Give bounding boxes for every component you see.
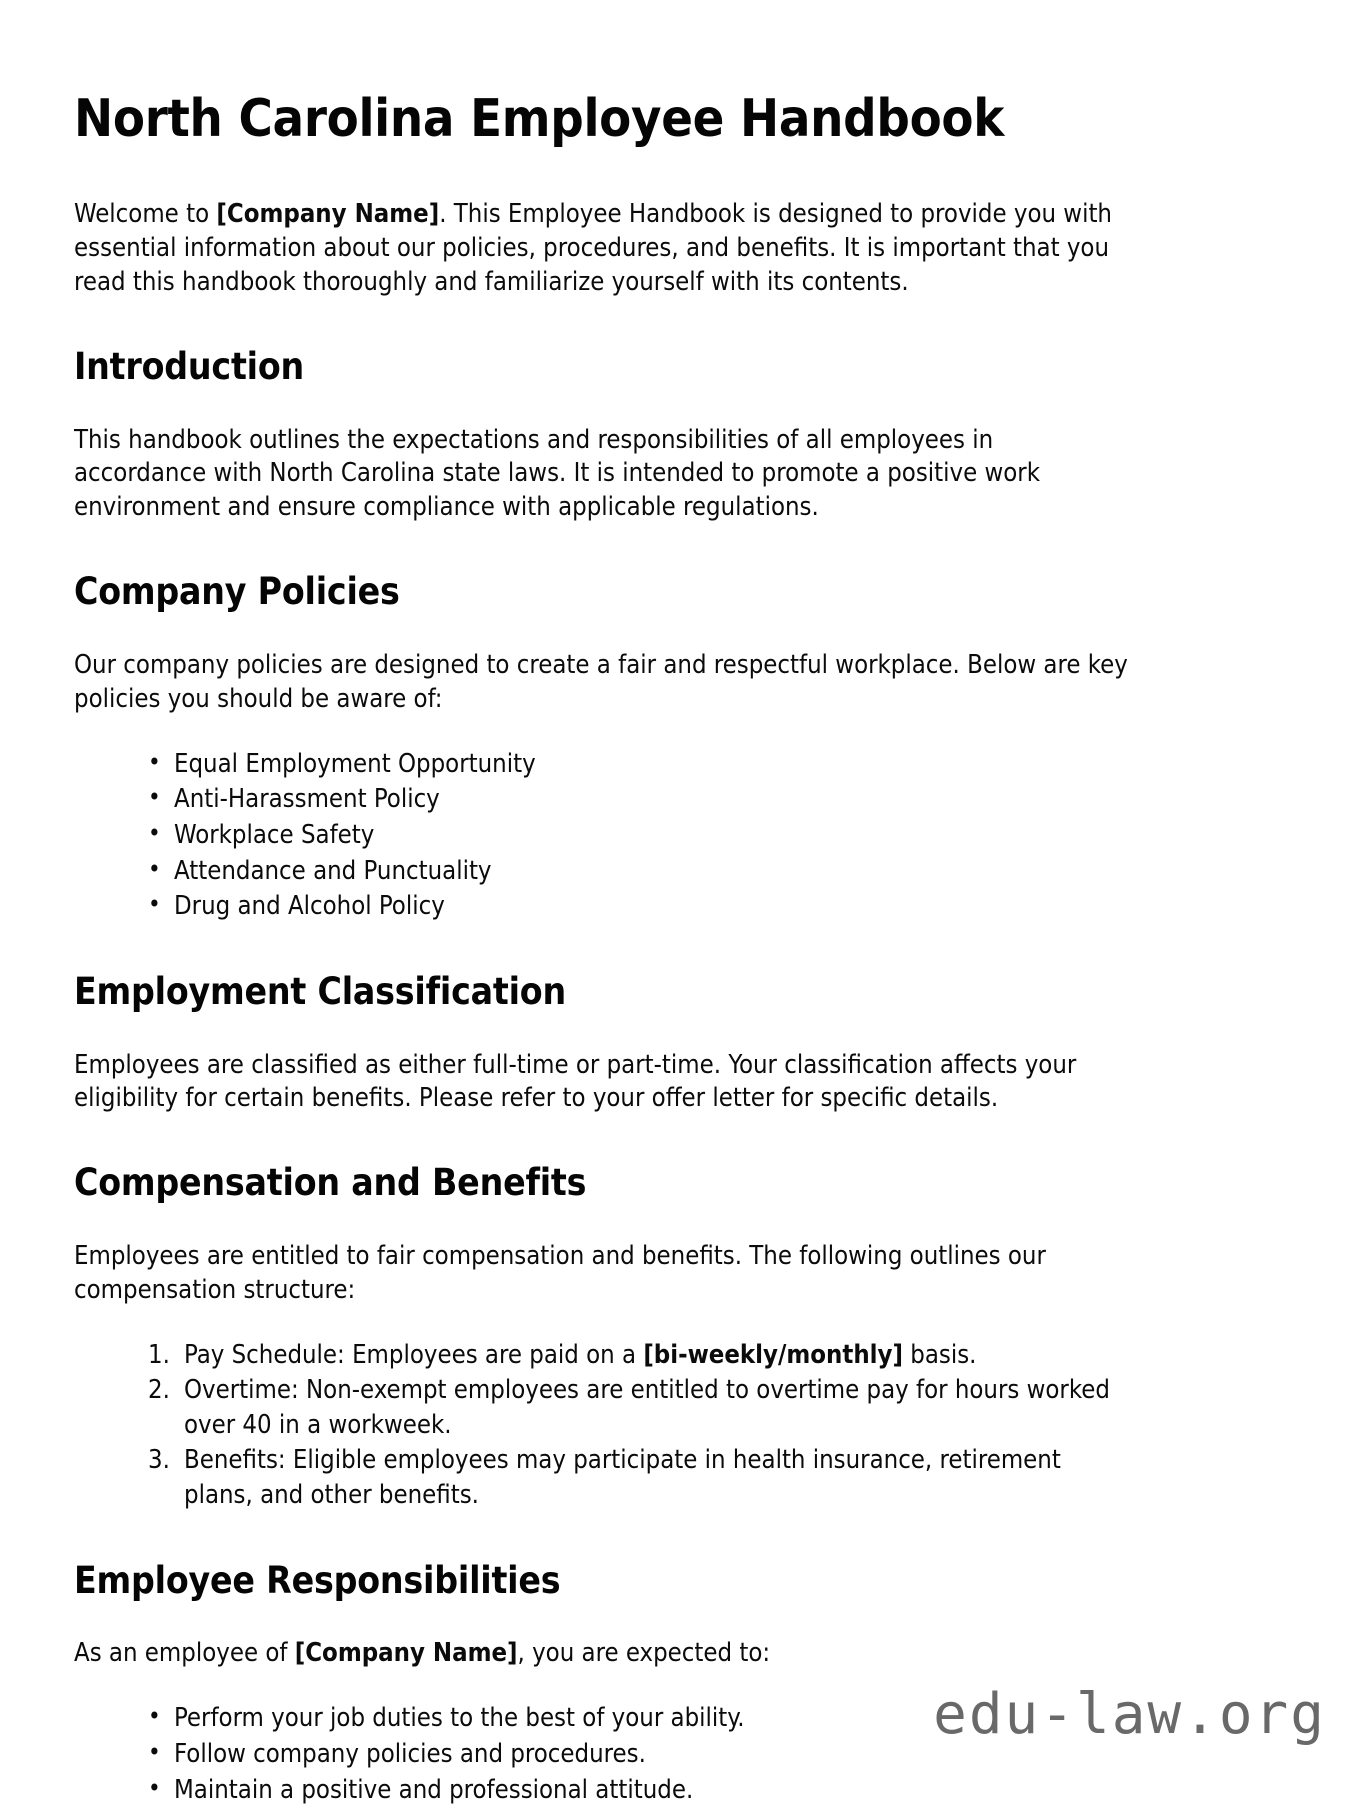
list-item: • Follow company policies and procedures. (148, 1737, 1130, 1773)
company-policies-paragraph: Our company policies are designed to create a fair and respectful workplace. Below are key policies you should be aware of: (74, 649, 1130, 717)
list-item: • Equal Employment Opportunity (148, 747, 1130, 783)
compensation-numbered-list (74, 1338, 1130, 1514)
employee-responsibilities-paragraph (74, 1637, 1130, 1671)
company-name-placeholder: [Company Name] (216, 199, 439, 229)
compensation-paragraph: Employees are entitled to fair compensation and benefits. The following outlines our compensation structure: (74, 1240, 1130, 1308)
page-title: North Carolina Employee Handbook (74, 74, 1130, 148)
employment-classification-paragraph: Employees are classified as either full-time or part-time. Your classification affects your eligibility for certain benefits. Please refer to your offer letter for specific details. (74, 1049, 1130, 1117)
list-item: • Attendance and Punctuality (148, 854, 1130, 890)
list-item-text-lead: Overtime: Non-exempt employees are entitled to overtime pay for hours worked over 40 in a workweek. (184, 1375, 1110, 1440)
company-policies-list (74, 747, 1130, 925)
section-heading-introduction: Introduction (74, 346, 1130, 389)
list-item: • Perform your job duties to the best of your ability. (148, 1701, 1130, 1737)
list-item (148, 1338, 1130, 1373)
section-heading-employment-classification: Employment Classification (74, 971, 1130, 1014)
welcome-text-rest: . This Employee Handbook is designed to provide you with essential information about our policies, procedures, and benefits. It is important that you read this handbook thoroughly and familiarize yourself with its contents. (74, 199, 1112, 297)
list-item (148, 1443, 1130, 1513)
introduction-paragraph: This handbook outlines the expectations and responsibilities of all employees in accordance with North Carolina state laws. It is intended to promote a positive work environment and ensure compliance with applicable regulations. (74, 424, 1130, 526)
list-item: • Anti-Harassment Policy (148, 782, 1130, 818)
list-item-text-rest: basis. (903, 1340, 976, 1370)
section-heading-employee-responsibilities: Employee Responsibilities (74, 1560, 1130, 1603)
list-item-text-lead: Benefits: Eligible employees may participate in health insurance, retirement plans, and other benefits. (184, 1445, 1061, 1510)
list-item: • Maintain a positive and professional attitude. (148, 1773, 1130, 1808)
list-item-text-lead: Pay Schedule: Employees are paid on a (184, 1340, 643, 1370)
list-item (148, 1373, 1130, 1443)
list-item: • Workplace Safety (148, 818, 1130, 854)
pay-schedule-placeholder: [bi-weekly/monthly] (643, 1340, 903, 1370)
company-name-placeholder: [Company Name] (295, 1638, 518, 1668)
site-watermark: edu-law.org (933, 1682, 1326, 1747)
welcome-paragraph (74, 198, 1130, 300)
section-heading-compensation-and-benefits: Compensation and Benefits (74, 1162, 1130, 1205)
section-heading-company-policies: Company Policies (74, 571, 1130, 614)
responsibilities-text-rest: , you are expected to: (518, 1638, 771, 1668)
welcome-text-lead: Welcome to (74, 199, 216, 229)
responsibilities-text-lead: As an employee of (74, 1638, 295, 1668)
list-item: • Drug and Alcohol Policy (148, 889, 1130, 925)
